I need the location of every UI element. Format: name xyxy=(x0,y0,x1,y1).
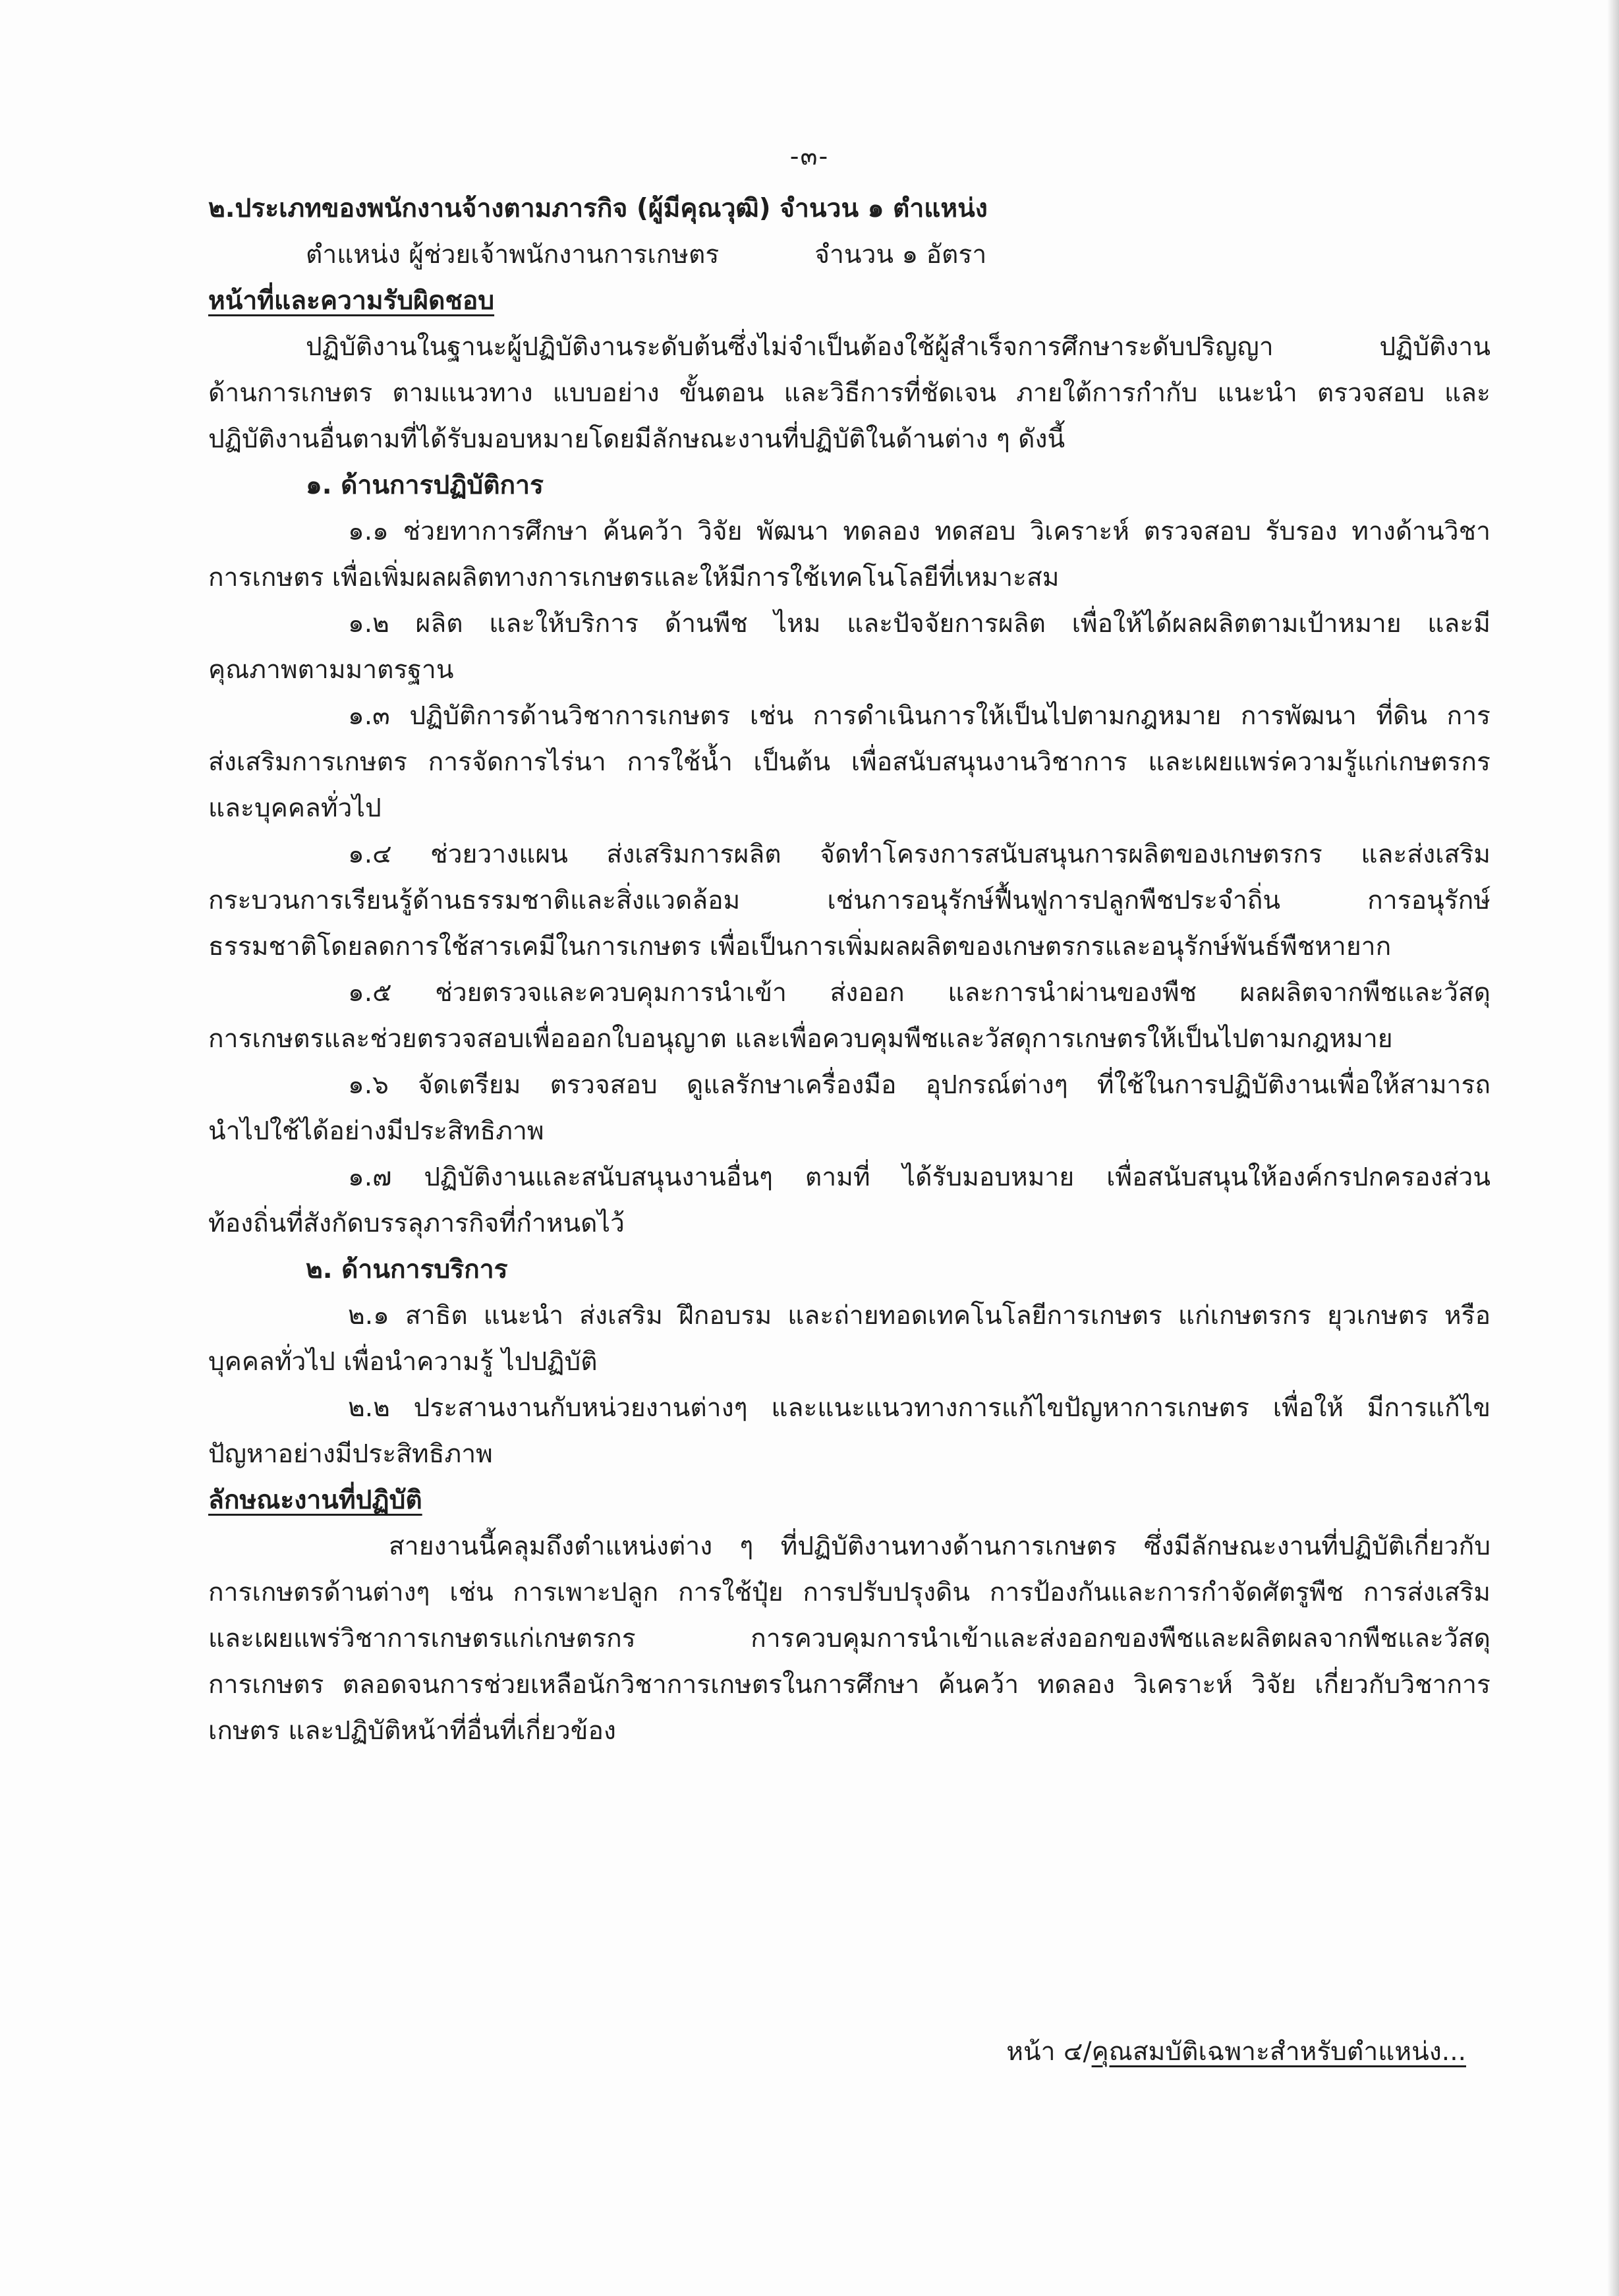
item-line: ๒.๒ ประสานงานกับหน่วยงานต่างๆ และแนะแนวทางการแก้ไขปัญหาการเกษตร เพื่อให้ มีการแก้ไข xyxy=(348,1393,1491,1423)
item-line: กระบวนการเรียนรู้ด้านธรรมชาติและสิ่งแวดล้อม เช่นการอนุรักษ์ฟื้นฟูการปลูกพืชประจำถิ่น การอนุรักษ์ xyxy=(208,886,1491,915)
intro-line-3: ปฏิบัติงานอื่นตามที่ได้รับมอบหมายโดยมีลักษณะงานที่ปฏิบัติในด้านต่าง ๆ ดังนี้ xyxy=(208,424,1065,454)
work-line: สายงานนี้คลุมถึงตำแหน่งต่าง ๆ ที่ปฏิบัติงานทางด้านการเกษตร ซึ่งมีลักษณะงานที่ปฏิบัติเกี่ยวกับ xyxy=(389,1532,1491,1561)
item-line: ๑.๓ ปฏิบัติการด้านวิชาการเกษตร เช่น การดำเนินการให้เป็นไปตามกฎหมาย การพัฒนา ที่ดิน การ xyxy=(348,701,1491,731)
item-line: ท้องถิ่นที่สังกัดบรรลุภารกิจที่กำหนดไว้ xyxy=(208,1209,625,1238)
position-label: ตำแหน่ง ผู้ช่วยเจ้าพนักงานการเกษตร xyxy=(306,240,720,270)
work-line: เกษตร และปฏิบัติหน้าที่อื่นที่เกี่ยวข้อง xyxy=(208,1716,616,1746)
item-line: ปัญหาอย่างมีประสิทธิภาพ xyxy=(208,1439,493,1469)
section-heading: ๒.ประเภทของพนักงานจ้างตามภารกิจ (ผู้มีคุณวุฒิ) จำนวน ๑ ตำแหน่ง xyxy=(208,194,988,223)
item-line: และบุคคลทั่วไป xyxy=(208,793,382,823)
section1-heading: ๑. ด้านการปฏิบัติการ xyxy=(306,471,544,500)
item-line: ๑.๒ ผลิต และให้บริการ ด้านพืช ไหม และปัจจัยการผลิต เพื่อให้ได้ผลผลิตตามเป้าหมาย และมี xyxy=(348,609,1491,639)
section1-item xyxy=(208,1062,1491,1155)
footer-next-heading: คุณสมบัติเฉพาะสำหรับตำแหน่ง... xyxy=(1091,2037,1466,2067)
document-body xyxy=(208,186,1491,1754)
position-count: จำนวน ๑ อัตรา xyxy=(814,240,987,270)
section1-item xyxy=(208,601,1491,693)
page-footer xyxy=(1006,2031,1466,2072)
section1-item xyxy=(208,509,1491,601)
page-number: -๓- xyxy=(789,142,830,171)
item-line: ๒.๑ สาธิต แนะนำ ส่งเสริม ฝึกอบรม และถ่ายทอดเทคโนโลยีการเกษตร แก่เกษตรกร ยุวเกษตร หรือ xyxy=(348,1301,1491,1331)
scan-edge-shadow xyxy=(1607,0,1619,2296)
section2-item xyxy=(208,1293,1491,1385)
item-line: ๑.๕ ช่วยตรวจและควบคุมการนำเข้า ส่งออก และการนำผ่านของพืช ผลผลิตจากพืชและวัสดุ xyxy=(348,978,1491,1008)
duties-heading: หน้าที่และความรับผิดชอบ xyxy=(208,286,495,316)
work-heading: ลักษณะงานที่ปฏิบัติ xyxy=(208,1485,422,1515)
work-line: และเผยแพร่วิชาการเกษตรแก่เกษตรกร การควบคุมการนำเข้าและส่งออกของพืชและผลิตผลจากพืชและวัสดุ xyxy=(208,1624,1491,1653)
position-line xyxy=(208,232,1491,278)
item-line: การเกษตรและช่วยตรวจสอบเพื่อออกใบอนุญาต และเพื่อควบคุมพืชและวัสดุการเกษตรให้เป็นไปตามกฎหมาย xyxy=(208,1024,1393,1054)
section2-heading: ๒. ด้านการบริการ xyxy=(306,1255,508,1284)
item-line: นำไปใช้ได้อย่างมีประสิทธิภาพ xyxy=(208,1116,544,1146)
work-line: การเกษตรด้านต่างๆ เช่น การเพาะปลูก การใช้ปุ๋ย การปรับปรุงดิน การป้องกันและการกำจัดศัตรูพืช การส่งเสริม xyxy=(208,1578,1491,1607)
item-line: ส่งเสริมการเกษตร การจัดการไร่นา การใช้น้ำ เป็นต้น เพื่อสนับสนุนงานวิชาการ และเผยแพร่ความรู้แก่เกษตรกร xyxy=(208,747,1491,777)
item-line: ๑.๔ ช่วยวางแผน ส่งเสริมการผลิต จัดทำโครงการสนับสนุนการผลิตของเกษตรกร และส่งเสริม xyxy=(348,840,1491,869)
section1-item xyxy=(208,693,1491,832)
section1-item xyxy=(208,970,1491,1062)
item-line: ๑.๑ ช่วยทาการศึกษา ค้นคว้า วิจัย พัฒนา ทดลอง ทดสอบ วิเคราะห์ ตรวจสอบ รับรอง ทางด้านวิชา xyxy=(348,517,1491,546)
intro-line-1: ปฏิบัติงานในฐานะผู้ปฏิบัติงานระดับต้นซึ่งไม่จำเป็นต้องใช้ผู้สำเร็จการศึกษาระดับปริญญา ปฏิบัติงาน xyxy=(306,332,1491,362)
section2-item xyxy=(208,1385,1491,1478)
section1-item xyxy=(208,1155,1491,1247)
item-line: คุณภาพตามมาตรฐาน xyxy=(208,655,454,685)
item-line: ธรรมชาติโดยลดการใช้สารเคมีในการเกษตร เพื่อเป็นการเพิ่มผลผลิตของเกษตรกรและอนุรักษ์พันธ์พืชหายาก xyxy=(208,932,1392,961)
section1-item xyxy=(208,832,1491,970)
item-line: ๑.๗ ปฏิบัติงานและสนับสนุนงานอื่นๆ ตามที่ ได้รับมอบหมาย เพื่อสนับสนุนให้องค์กรปกครองส่วน xyxy=(348,1162,1491,1192)
item-line: การเกษตร เพื่อเพิ่มผลผลิตทางการเกษตรและให้มีการใช้เทคโนโลยีที่เหมาะสม xyxy=(208,563,1060,592)
work-line: การเกษตร ตลอดจนการช่วยเหลือนักวิชาการเกษตรในการศึกษา ค้นคว้า ทดลอง วิเคราะห์ วิจัย เกี่ยวกับวิชาการ xyxy=(208,1670,1491,1700)
item-line: ๑.๖ จัดเตรียม ตรวจสอบ ดูแลรักษาเครื่องมือ อุปกรณ์ต่างๆ ที่ใช้ในการปฏิบัติงานเพื่อให้สามารถ xyxy=(348,1070,1491,1100)
footer-prefix: หน้า ๔/ xyxy=(1006,2037,1092,2067)
intro-line-2: ด้านการเกษตร ตามแนวทาง แบบอย่าง ขั้นตอน และวิธีการที่ชัดเจน ภายใต้การกำกับ แนะนำ ตรวจสอบ และ xyxy=(208,378,1491,408)
item-line: บุคคลทั่วไป เพื่อนำความรู้ ไปปฏิบัติ xyxy=(208,1347,598,1377)
